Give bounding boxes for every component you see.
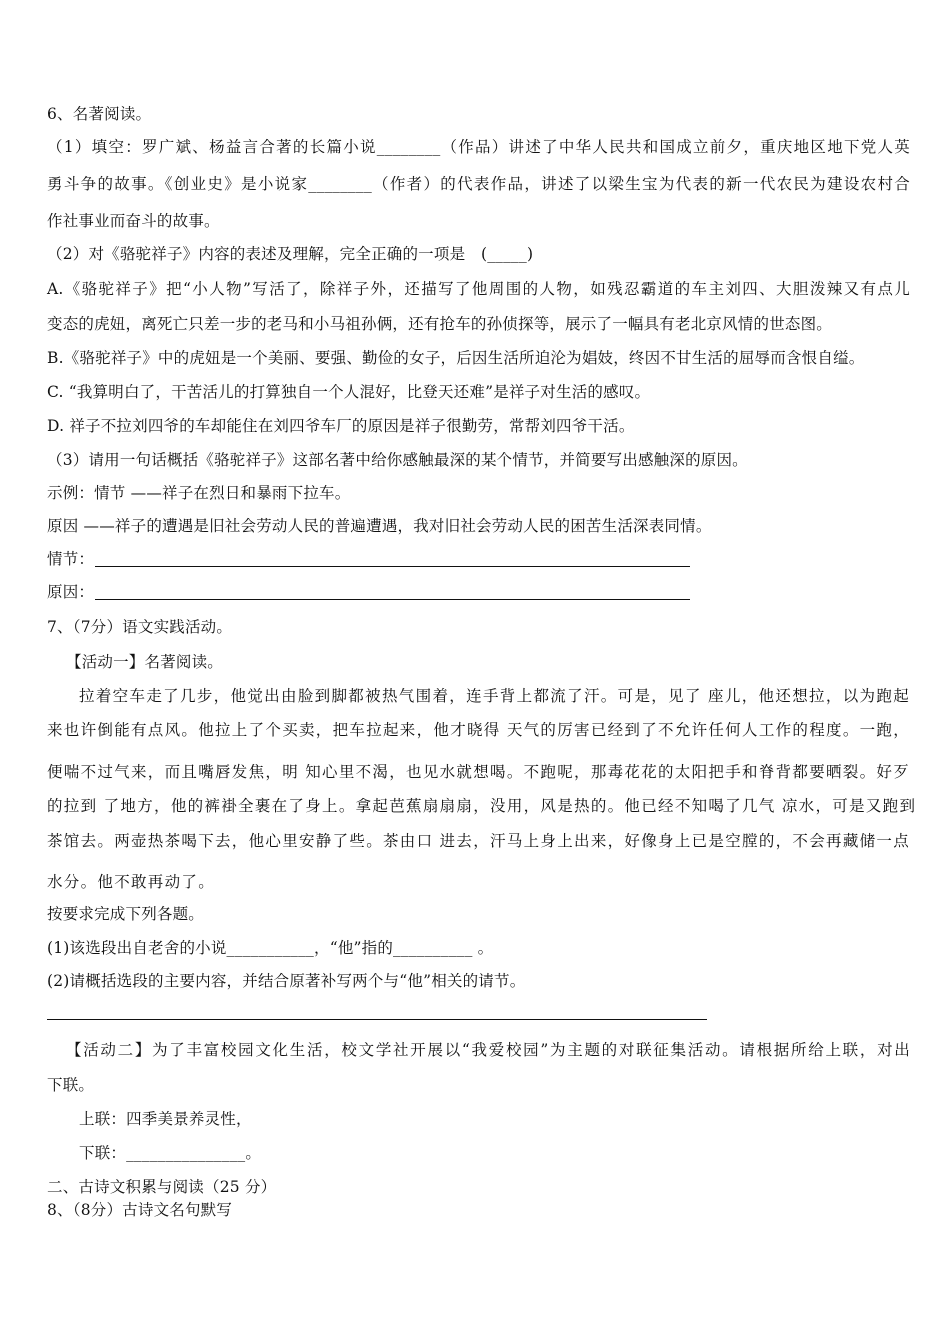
reason-answer-line[interactable] <box>95 599 690 600</box>
activity-2-line2: 下联。 <box>47 1076 95 1094</box>
option-a-line1: A.《骆驼祥子》把“小人物”写活了，除祥子外，还描写了他周围的人物，如残忍霸道的车主刘四、大胆泼辣又有点儿 <box>47 280 910 298</box>
instruction: 按要求完成下列各题。 <box>47 905 205 923</box>
question-6-heading: 6、名著阅读。 <box>47 105 152 123</box>
reason-answer-label: 原因： <box>47 583 95 601</box>
option-c: C. “我算明白了，干苦活儿的打算独自一个人混好，比登天还难”是祥子对生活的感叹。 <box>47 383 651 401</box>
question-7-heading: 7、（7分）语文实践活动。 <box>47 618 233 636</box>
passage-line: 便喘不过气来，而且嘴唇发焦，明 知心里不渴，也见水就想喝。不跑呢，那毒花花的太阳把手和脊背都要晒裂。好歹 <box>47 763 911 781</box>
example-plot: 示例：情节 ——祥子在烈日和暴雨下拉车。 <box>47 484 351 502</box>
question-8-heading: 8、（8分）古诗文名句默写 <box>47 1201 233 1219</box>
q6-part1-line1: （1）填空：罗广斌、杨益言合著的长篇小说________（作品）讲述了中华人民共和国成立前夕，重庆地区地下党人英 <box>47 138 910 156</box>
lower-couplet: 下联：_______________。 <box>79 1144 262 1162</box>
example-reason: 原因 ——祥子的遭遇是旧社会劳动人民的普遍遭遇，我对旧社会劳动人民的困苦生活深表同情。 <box>47 517 712 535</box>
sub-question-2: (2)请概括选段的主要内容，并结合原著补写两个与“他”相关的请节。 <box>47 972 526 990</box>
option-b: B.《骆驼祥子》中的虎妞是一个美丽、要强、勤俭的女子，后因生活所迫沦为娼妓，终因不甘生活的屈辱而含恨自缢。 <box>47 349 865 367</box>
plot-answer-line[interactable] <box>95 566 690 567</box>
q6-part3-question: （3）请用一句话概括《骆驼祥子》这部名著中给你感触最深的某个情节，并简要写出感触深的原因。 <box>47 451 748 469</box>
option-d: D. 祥子不拉刘四爷的车却能住在刘四爷车厂的原因是祥子很勤劳，常帮刘四爷干活。 <box>47 417 635 435</box>
q6-part1-line3: 作社事业而奋斗的故事。 <box>47 212 220 230</box>
option-a-line2: 变态的虎妞，离死亡只差一步的老马和小马祖孙俩，还有抢车的孙侦探等，展示了一幅具有老北京风情的世态图。 <box>47 315 833 333</box>
passage-line: 茶馆去。两壶热茶喝下去，他心里安静了些。茶由口 进去，汗马上身上出来，好像身上已是空膛的，不会再藏储一点 <box>47 832 911 850</box>
passage-line: 水分。他不敢再动了。 <box>47 873 216 891</box>
passage-line: 的拉到 了地方，他的裤褂全裹在了身上。拿起芭蕉扇扇扇，没用，风是热的。他已经不知喝了几气 凉水，可是又跑到 <box>47 797 917 815</box>
activity-1-title: 【活动一】名著阅读。 <box>66 653 224 671</box>
q6-part1-line2: 勇斗争的故事。《创业史》是小说家________（作者）的代表作品，讲述了以梁生宝为代表的新一代农民为建设农村合 <box>47 175 910 193</box>
upper-couplet: 上联：四季美景养灵性， <box>79 1110 252 1128</box>
activity-2-line1: 【活动二】为了丰富校园文化生活，校文学社开展以“我爱校园”为主题的对联征集活动。请根据所给上联，对出 <box>66 1041 910 1059</box>
section-2-heading: 二、古诗文积累与阅读（25 分） <box>47 1178 277 1196</box>
sub-question-1: (1)该选段出自老舍的小说___________，“他”指的__________ 。 <box>47 939 494 957</box>
plot-answer-label: 情节： <box>47 550 95 568</box>
q6-part2-question: （2）对《骆驼祥子》内容的表述及理解，完全正确的一项是 (_____) <box>47 245 534 263</box>
sub-question-2-answer-line[interactable] <box>47 1019 707 1020</box>
passage-line: 来也许倒能有点风。他拉上了个买卖，把车拉起来，他才晓得 天气的厉害已经到了不允许任何人工作的程度。一跑， <box>47 721 911 739</box>
passage-line: 拉着空车走了几步，他觉出由脸到脚都被热气围着，连手背上都流了汗。可是，见了 座儿，他还想拉，以为跑起 <box>79 687 910 705</box>
